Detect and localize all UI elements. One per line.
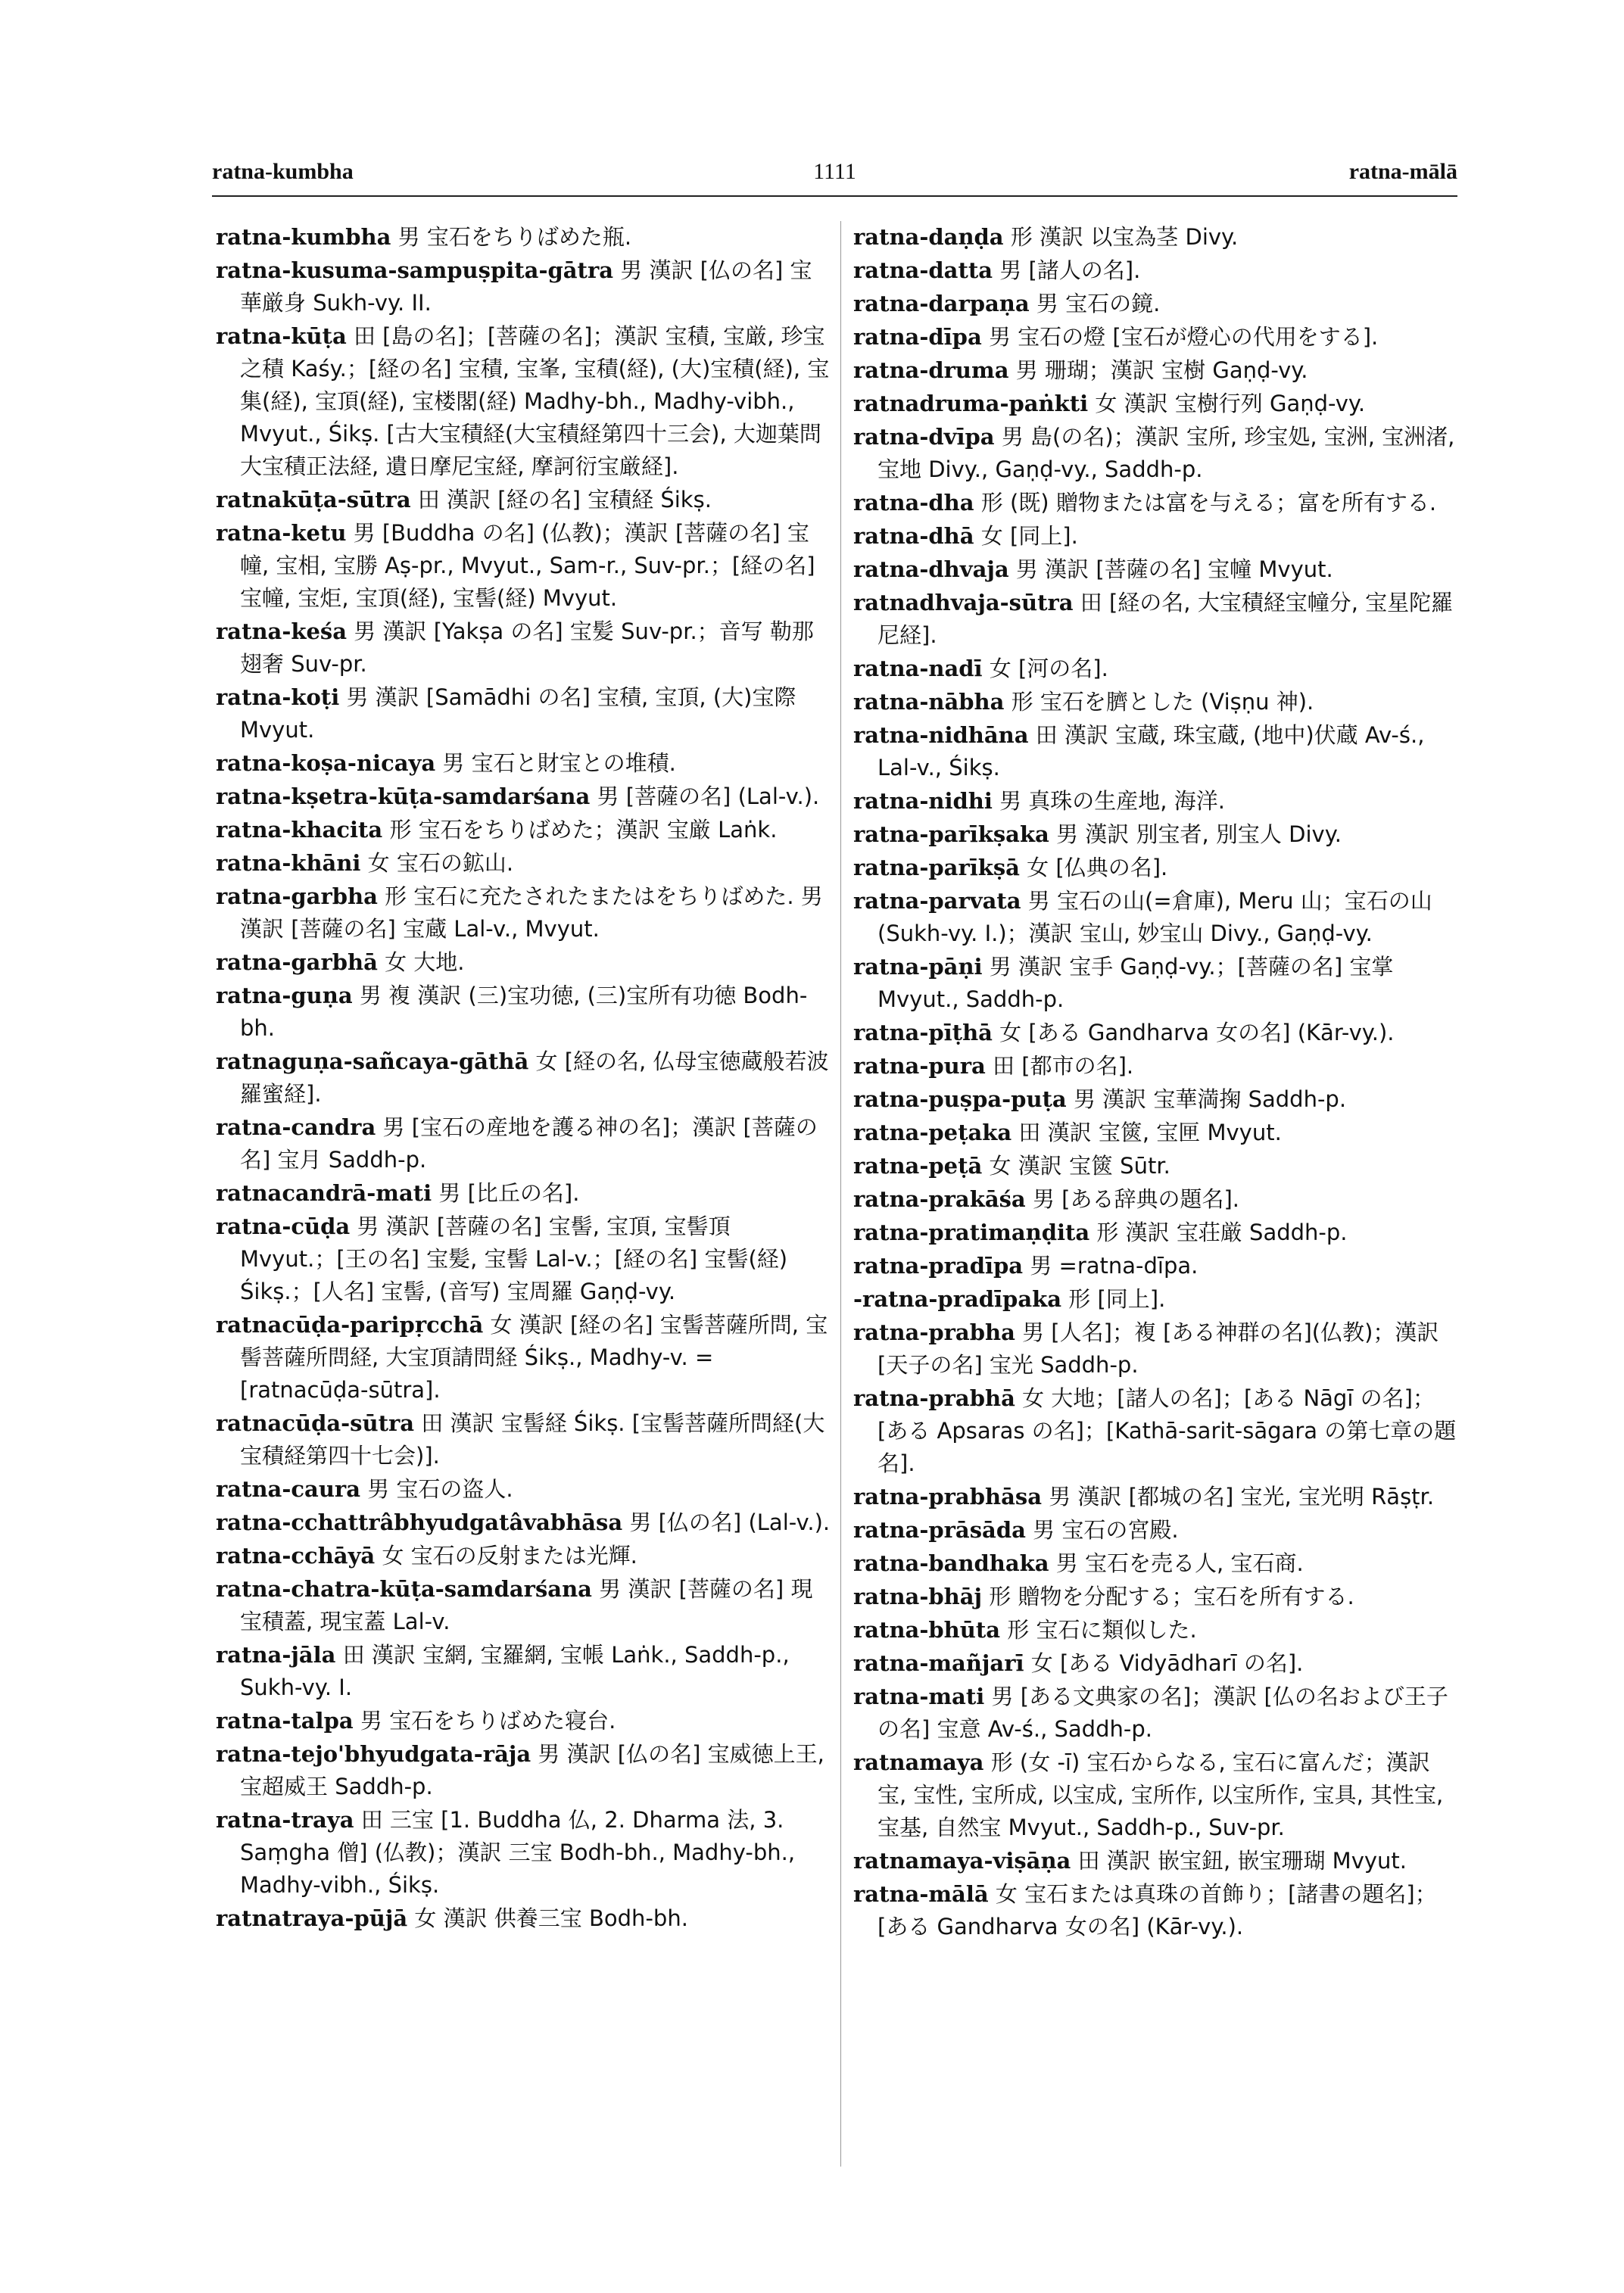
- dictionary-entry: [216, 747, 833, 780]
- dictionary-entry: [853, 852, 1459, 884]
- entry-definition: 女 宝石の反射または光輝.: [382, 1543, 637, 1569]
- dictionary-entry: [216, 254, 833, 319]
- entry-headword: ratnacandrā-mati: [216, 1180, 432, 1206]
- entry-headword: ratna-tejo'bhyudgata-rāja: [216, 1741, 531, 1767]
- entry-headword: ratna-kūṭa: [216, 323, 347, 349]
- dictionary-entry: [216, 1177, 833, 1210]
- dictionary-entry: [216, 517, 833, 615]
- entry-headword: ratna-garbhā: [216, 949, 378, 975]
- entry-definition: 田 漢訳 宝蔵, 珠宝蔵, (地中)伏蔵 Av-ś., Lal-v., Śikṣ.: [877, 722, 1425, 780]
- entry-headword: ratnamaya: [853, 1749, 984, 1775]
- dictionary-entry: [853, 1017, 1459, 1049]
- entry-headword: ratna-pura: [853, 1053, 986, 1079]
- dictionary-entry: [853, 553, 1459, 586]
- left-column: [216, 221, 833, 1936]
- entry-definition: 男 宝石を売る人, 宝石商.: [1055, 1550, 1304, 1576]
- entry-headword: ratna-caura: [216, 1476, 360, 1502]
- entry-headword: ratnadruma-paṅkti: [853, 391, 1089, 416]
- entry-definition: 田 [都市の名].: [993, 1053, 1134, 1079]
- dictionary-entry: [853, 520, 1459, 553]
- entry-headword: ratna-pīṭhā: [853, 1020, 993, 1045]
- entry-headword: ratna-koṣa-nicaya: [216, 750, 436, 776]
- entry-headword: ratna-datta: [853, 257, 993, 283]
- entry-definition: 男 宝石をちりばめた瓶.: [397, 224, 632, 250]
- dictionary-entry: [216, 1705, 833, 1737]
- dictionary-entry: [216, 1804, 833, 1902]
- dictionary-entry: [853, 421, 1459, 486]
- dictionary-entry: [216, 681, 833, 746]
- dictionary-entry: [853, 951, 1459, 1016]
- entry-definition: 形 漢訳 以宝為茎 Divy.: [1010, 224, 1239, 250]
- dictionary-entry: [216, 1309, 833, 1407]
- entry-headword: ratnadhvaja-sūtra: [853, 590, 1074, 615]
- dictionary-entry: [216, 1111, 833, 1176]
- entry-definition: 形 宝石を臍とした (Viṣṇu 神).: [1011, 689, 1314, 715]
- dictionary-entry: [853, 1514, 1459, 1547]
- entry-definition: 形 贈物を分配する；宝石を所有する.: [989, 1584, 1354, 1609]
- dictionary-entry: [853, 1250, 1459, 1282]
- entry-headword: ratna-bandhaka: [853, 1550, 1049, 1576]
- dictionary-entry: [853, 785, 1459, 818]
- entry-headword: ratna-khacita: [216, 817, 383, 843]
- entry-headword: ratna-kṣetra-kūṭa-samdarśana: [216, 784, 591, 809]
- dictionary-entry: [853, 1878, 1459, 1943]
- entry-headword: ratna-guṇa: [216, 983, 353, 1008]
- entry-headword: ratna-prāsāda: [853, 1517, 1026, 1543]
- entry-headword: ratna-kumbha: [216, 224, 391, 250]
- dictionary-entry: [216, 1210, 833, 1308]
- column-divider: [840, 221, 841, 2167]
- entry-headword: ratna-chatra-kūṭa-samdarśana: [216, 1576, 592, 1602]
- entry-headword: ratna-puṣpa-puṭa: [853, 1086, 1067, 1112]
- dictionary-entry: [853, 1183, 1459, 1216]
- entry-definition: 田 [経の名, 大宝積経宝幢分, 宝星陀羅尼経].: [877, 590, 1454, 648]
- entry-headword: ratna-dhā: [853, 523, 974, 549]
- dictionary-entry: [853, 1681, 1459, 1746]
- entry-headword: ratna-nidhāna: [853, 722, 1029, 748]
- dictionary-entry: [216, 615, 833, 681]
- entry-definition: 女 漢訳 宝篋 Sūtr.: [989, 1153, 1170, 1179]
- dictionary-entry: [853, 354, 1459, 387]
- entry-definition: 男 漢訳 宝華満掬 Saddh-p.: [1073, 1086, 1347, 1112]
- entry-definition: 田 [島の名]；[菩薩の名]；漢訳 宝積, 宝厳, 珍宝之積 Kaśy.；[経の名] 宝積, 宝峯, 宝積(経), (大)宝積(経), 宝集(経), 宝頂(経), 宝楼閣(経) Madhy-bh., Madhy-vibh., Mvyut., Śikṣ. [古大宝積経(大宝積経第四十三会), 大迦葉問大宝積正法経, 遺日摩尼宝経, 摩訶衍宝厳経].: [240, 323, 830, 479]
- entry-headword: ratna-keśa: [216, 618, 348, 644]
- entry-definition: 形 宝石をちりばめた；漢訳 宝厳 Laṅk.: [389, 817, 778, 843]
- entry-definition: 形 漢訳 宝荘厳 Saddh-p.: [1096, 1220, 1348, 1245]
- dictionary-entry: [853, 1845, 1459, 1877]
- dictionary-entry: [853, 321, 1459, 354]
- dictionary-entry: [853, 1217, 1459, 1249]
- entry-definition: 女 大地.: [385, 949, 465, 975]
- entry-definition: 男 宝石の燈 [宝石が燈心の代用をする].: [988, 324, 1379, 350]
- running-head: [212, 159, 1457, 192]
- entry-headword: ratna-peṭā: [853, 1153, 983, 1179]
- entry-headword: ratnaguṇa-sañcaya-gāthā: [216, 1048, 529, 1074]
- dictionary-entry: [216, 1639, 833, 1704]
- header-rule: [212, 195, 1457, 197]
- entry-definition: 形 (既) 贈物または富を与える；富を所有する.: [980, 490, 1437, 516]
- entry-definition: 女 漢訳 供養三宝 Bodh-bh.: [414, 1905, 688, 1931]
- dictionary-entry: [216, 946, 833, 979]
- entry-definition: 男 漢訳 宝手 Gaṇḍ-vy.；[菩薩の名] 宝掌 Mvyut., Saddh-p.: [877, 954, 1394, 1012]
- dictionary-entry: [216, 1573, 833, 1638]
- entry-definition: 女 漢訳 宝樹行列 Gaṇḍ-vy.: [1095, 391, 1366, 416]
- dictionary-entry: [853, 1481, 1459, 1513]
- entry-definition: 田 漢訳 [経の名] 宝積経 Śikṣ.: [417, 487, 712, 512]
- entry-headword: ratnacūḍa-sūtra: [216, 1410, 415, 1436]
- dictionary-entry: [216, 814, 833, 846]
- entry-definition: 形 (女 -ī) 宝石からなる, 宝石に富んだ；漢訳 宝, 宝性, 宝所成, 以宝成, 宝所作, 以宝所作, 宝具, 其性宝, 宝基, 自然宝 Mvyut., Saddh-p., Suv-pr.: [877, 1749, 1444, 1840]
- dictionary-entry: [853, 1647, 1459, 1680]
- entry-definition: 男 複 漢訳 (三)宝功徳, (三)宝所有功徳 Bodh-bh.: [240, 983, 808, 1041]
- entry-headword: ratna-darpaṇa: [853, 291, 1030, 316]
- dictionary-entry: [853, 254, 1459, 287]
- entry-headword: ratna-koṭi: [216, 684, 340, 710]
- entry-headword: ratna-cchāyā: [216, 1543, 376, 1569]
- entry-definition: 女 [仏典の名].: [1027, 855, 1168, 880]
- dictionary-entry: [853, 686, 1459, 718]
- entry-definition: 男 [ある文典家の名]；漢訳 [仏の名および王子の名] 宝意 Av-ś., Saddh-p.: [877, 1684, 1448, 1742]
- dictionary-entry: [853, 221, 1459, 254]
- entry-definition: 女 [ある Gandharva 女の名] (Kār-vy.).: [999, 1020, 1395, 1045]
- entry-headword: ratna-parīkṣaka: [853, 821, 1049, 847]
- dictionary-entry: [216, 1045, 833, 1111]
- running-head-left: ratna-kumbha: [212, 159, 354, 184]
- entry-headword: ratnatraya-pūjā: [216, 1905, 408, 1931]
- entry-headword: ratna-nidhi: [853, 788, 993, 814]
- entry-headword: ratna-dhvaja: [853, 556, 1009, 582]
- dictionary-entry: [853, 487, 1459, 519]
- entry-headword: ratna-prakāśa: [853, 1186, 1026, 1212]
- dictionary-entry: [853, 1083, 1459, 1116]
- entry-headword: ratna-pradīpa: [853, 1253, 1024, 1279]
- entry-headword: ratna-dīpa: [853, 324, 982, 350]
- entry-definition: 男 宝石をちりばめた寝台.: [360, 1708, 616, 1734]
- entry-definition: 男 宝石の鏡.: [1036, 291, 1161, 316]
- entry-definition: 田 漢訳 宝髻経 Śikṣ. [宝髻菩薩所問経(大宝積経第四十七会)].: [240, 1410, 825, 1469]
- dictionary-entry: [216, 320, 833, 483]
- entry-definition: 男 宝石の盗人.: [367, 1476, 513, 1502]
- dictionary-entry: [853, 587, 1459, 652]
- dictionary-entry: [216, 221, 833, 254]
- entry-headword: ratna-prabhā: [853, 1385, 1015, 1411]
- entry-headword: ratna-khāni: [216, 850, 361, 876]
- entry-definition: 形 [同上].: [1068, 1286, 1166, 1312]
- dictionary-entry: [216, 484, 833, 516]
- dictionary-entry: [853, 1283, 1459, 1316]
- dictionary-entry: [216, 780, 833, 813]
- entry-headword: ratna-prabha: [853, 1319, 1015, 1345]
- entry-headword: ratna-talpa: [216, 1708, 354, 1734]
- entry-headword: -ratna-pradīpaka: [853, 1286, 1062, 1312]
- entry-headword: ratna-bhūta: [853, 1617, 1001, 1643]
- dictionary-entry: [216, 880, 833, 946]
- dictionary-entry: [853, 1050, 1459, 1083]
- entry-definition: 男 漢訳 [菩薩の名] 現宝積蓋, 現宝蓋 Lal-v.: [240, 1576, 813, 1634]
- entry-definition: 男 珊瑚；漢訳 宝樹 Gaṇḍ-vy.: [1015, 357, 1308, 383]
- entry-headword: ratna-cchattrâbhyudgatâvabhāsa: [216, 1509, 623, 1535]
- entry-headword: ratna-jāla: [216, 1642, 336, 1668]
- entry-definition: 田 三宝 [1. Buddha 仏, 2. Dharma 法, 3. Saṃgha 僧] (仏教)；漢訳 三宝 Bodh-bh., Madhy-bh., Madhy-vibh., Śikṣ.: [240, 1807, 796, 1898]
- dictionary-entry: [853, 1117, 1459, 1149]
- entry-definition: 男 漢訳 別宝者, 別宝人 Divy.: [1056, 821, 1342, 847]
- entry-definition: 田 漢訳 嵌宝鈕, 嵌宝珊瑚 Mvyut.: [1077, 1848, 1407, 1874]
- entry-definition: 形 宝石に充たされたまたはをちりばめた. 男 漢訳 [菩薩の名] 宝蔵 Lal-v., Mvyut.: [240, 883, 823, 942]
- dictionary-entry: [853, 388, 1459, 420]
- entry-headword: ratna-peṭaka: [853, 1120, 1012, 1145]
- entry-headword: ratna-pāṇi: [853, 954, 983, 980]
- entry-headword: ratna-druma: [853, 357, 1009, 383]
- entry-definition: 女 [河の名].: [989, 656, 1108, 681]
- entry-definition: 女 漢訳 [経の名] 宝髻菩薩所問, 宝髻菩薩所問経, 大宝頂請問経 Śikṣ., Madhy-v. =[ratnacūḍa-sūtra].: [240, 1312, 828, 1403]
- entry-definition: 男 漢訳 [Samādhi の名] 宝積, 宝頂, (大)宝際 Mvyut.: [240, 684, 796, 743]
- entry-headword: ratnakūṭa-sūtra: [216, 487, 411, 512]
- entry-definition: 男 [宝石の産地を護る神の名]；漢訳 [菩薩の名] 宝月 Saddh-p.: [240, 1114, 818, 1173]
- dictionary-entry: [853, 885, 1459, 950]
- entry-headword: ratna-dvīpa: [853, 424, 995, 450]
- entry-definition: 女 [ある Vidyādharī の名].: [1030, 1650, 1304, 1676]
- entry-headword: ratna-mālā: [853, 1881, 989, 1907]
- entry-definition: 男 宝石の宮殿.: [1033, 1517, 1179, 1543]
- dictionary-entry: [853, 1150, 1459, 1182]
- entry-definition: 男 漢訳 [菩薩の名] 宝髻, 宝頂, 宝髻頂 Mvyut.；[王の名] 宝髪, 宝髻 Lal-v.；[経の名] 宝髻(経) Śikṣ.；[人名] 宝髻, (音写) 宝周羅 Gaṇḍ-vy.: [240, 1213, 788, 1304]
- entry-definition: 女 [経の名, 仏母宝徳蔵般若波羅蜜経].: [240, 1048, 829, 1107]
- entry-definition: 女 宝石または真珠の首飾り；[諸書の題名]；[ある Gandharva 女の名] (Kār-vy.).: [877, 1881, 1437, 1939]
- entry-headword: ratnamaya-viṣāṇa: [853, 1848, 1071, 1874]
- dictionary-entry: [853, 818, 1459, 851]
- entry-definition: 男 [比丘の名].: [438, 1180, 580, 1206]
- entry-headword: ratna-mañjarī: [853, 1650, 1024, 1676]
- dictionary-entry: [853, 719, 1459, 784]
- entry-definition: 男 漢訳 [仏の名] 宝華厳身 Sukh-vy. II.: [240, 257, 812, 316]
- dictionary-entry: [216, 1902, 833, 1935]
- entry-headword: ratna-daṇḍa: [853, 224, 1004, 250]
- entry-definition: 女 大地；[諸人の名]；[ある Nāgī の名]；[ある Apsaras の名]；[Kathā-sarit-sāgara の第七章の題名].: [877, 1385, 1457, 1476]
- entry-headword: ratna-cūḍa: [216, 1213, 351, 1239]
- dictionary-entry: [216, 980, 833, 1045]
- entry-definition: 田 漢訳 宝篋, 宝匣 Mvyut.: [1018, 1120, 1282, 1145]
- entry-definition: 男 漢訳 [仏の名] 宝威徳上王, 宝超威王 Saddh-p.: [240, 1741, 824, 1799]
- entry-headword: ratna-bhāj: [853, 1584, 983, 1609]
- entry-definition: 男 [諸人の名].: [999, 257, 1141, 283]
- entry-headword: ratnacūḍa-paripṛcchā: [216, 1312, 484, 1338]
- running-head-right: ratna-mālā: [1348, 159, 1457, 184]
- entry-headword: ratna-traya: [216, 1807, 354, 1833]
- page-number: 1111: [813, 159, 856, 184]
- entry-definition: 男 =ratna-dīpa.: [1030, 1253, 1199, 1279]
- entry-headword: ratna-mati: [853, 1684, 985, 1709]
- entry-definition: 男 [人名]；複 [ある神群の名](仏教)；漢訳 [天子の名] 宝光 Saddh-p.: [877, 1319, 1439, 1378]
- entry-definition: 男 漢訳 [都城の名] 宝光, 宝光明 Rāṣṭr.: [1049, 1484, 1435, 1509]
- dictionary-entry: [853, 1547, 1459, 1580]
- entry-headword: ratna-parvata: [853, 888, 1021, 914]
- entry-definition: 男 [仏の名] (Lal-v.).: [629, 1509, 831, 1535]
- dictionary-entry: [216, 847, 833, 880]
- dictionary-entry: [853, 1581, 1459, 1613]
- dictionary-entry: [216, 1473, 833, 1506]
- entry-definition: 女 宝石の鉱山.: [367, 850, 514, 876]
- dictionary-entry: [216, 1506, 833, 1539]
- entry-definition: 男 宝石と財宝との堆積.: [442, 750, 676, 776]
- dictionary-entry: [216, 1540, 833, 1572]
- entry-definition: 形 宝石に類似した.: [1007, 1617, 1197, 1643]
- entry-definition: 男 宝石の山(=倉庫), Meru 山；宝石の山 (Sukh-vy. I.)；漢訳 宝山, 妙宝山 Divy., Gaṇḍ-vy.: [877, 888, 1432, 946]
- dictionary-entry: [853, 288, 1459, 320]
- entry-headword: ratna-kusuma-sampuṣpita-gātra: [216, 257, 614, 283]
- dictionary-entry: [216, 1407, 833, 1472]
- entry-headword: ratna-nābha: [853, 689, 1005, 715]
- entry-headword: ratna-garbha: [216, 883, 378, 909]
- entry-definition: 女 [同上].: [980, 523, 1078, 549]
- entry-headword: ratna-candra: [216, 1114, 376, 1140]
- dictionary-entry: [853, 1746, 1459, 1844]
- entry-definition: 田 漢訳 宝網, 宝羅網, 宝帳 Laṅk., Saddh-p., Sukh-vy. I.: [240, 1642, 790, 1700]
- entry-definition: 男 [菩薩の名] (Lal-v.).: [597, 784, 820, 809]
- entry-headword: ratna-pratimaṇḍita: [853, 1220, 1090, 1245]
- entry-definition: 男 漢訳 [菩薩の名] 宝幢 Mvyut.: [1015, 556, 1333, 582]
- dictionary-entry: [853, 1382, 1459, 1480]
- entry-headword: ratna-ketu: [216, 520, 347, 546]
- entry-headword: ratna-dha: [853, 490, 974, 516]
- entry-headword: ratna-parīkṣā: [853, 855, 1020, 880]
- dictionary-entry: [853, 1614, 1459, 1647]
- dictionary-entry: [853, 1316, 1459, 1382]
- right-column: [853, 221, 1459, 1944]
- entry-definition: 男 真珠の生産地, 海洋.: [999, 788, 1225, 814]
- entry-definition: 男 [ある辞典の題名].: [1032, 1186, 1240, 1212]
- dictionary-entry: [216, 1738, 833, 1803]
- entry-headword: ratna-prabhāsa: [853, 1484, 1042, 1509]
- entry-definition: 男 漢訳 [Yakṣa の名] 宝髪 Suv-pr.；音写 勒那翅奢 Suv-pr.: [240, 618, 814, 677]
- entry-headword: ratna-nadī: [853, 656, 983, 681]
- entry-definition: 男 [Buddha の名] (仏教)；漢訳 [菩薩の名] 宝幢, 宝相, 宝勝 Aṣ-pr., Mvyut., Sam-r., Suv-pr.；[経の名] 宝幢, 宝炬, 宝頂(経), 宝髻(経) Mvyut.: [240, 520, 815, 611]
- dictionary-entry: [853, 653, 1459, 685]
- entry-definition: 男 島(の名)；漢訳 宝所, 珍宝処, 宝洲, 宝洲渚, 宝地 Divy., Gaṇḍ-vy., Saddh-p.: [877, 424, 1455, 482]
